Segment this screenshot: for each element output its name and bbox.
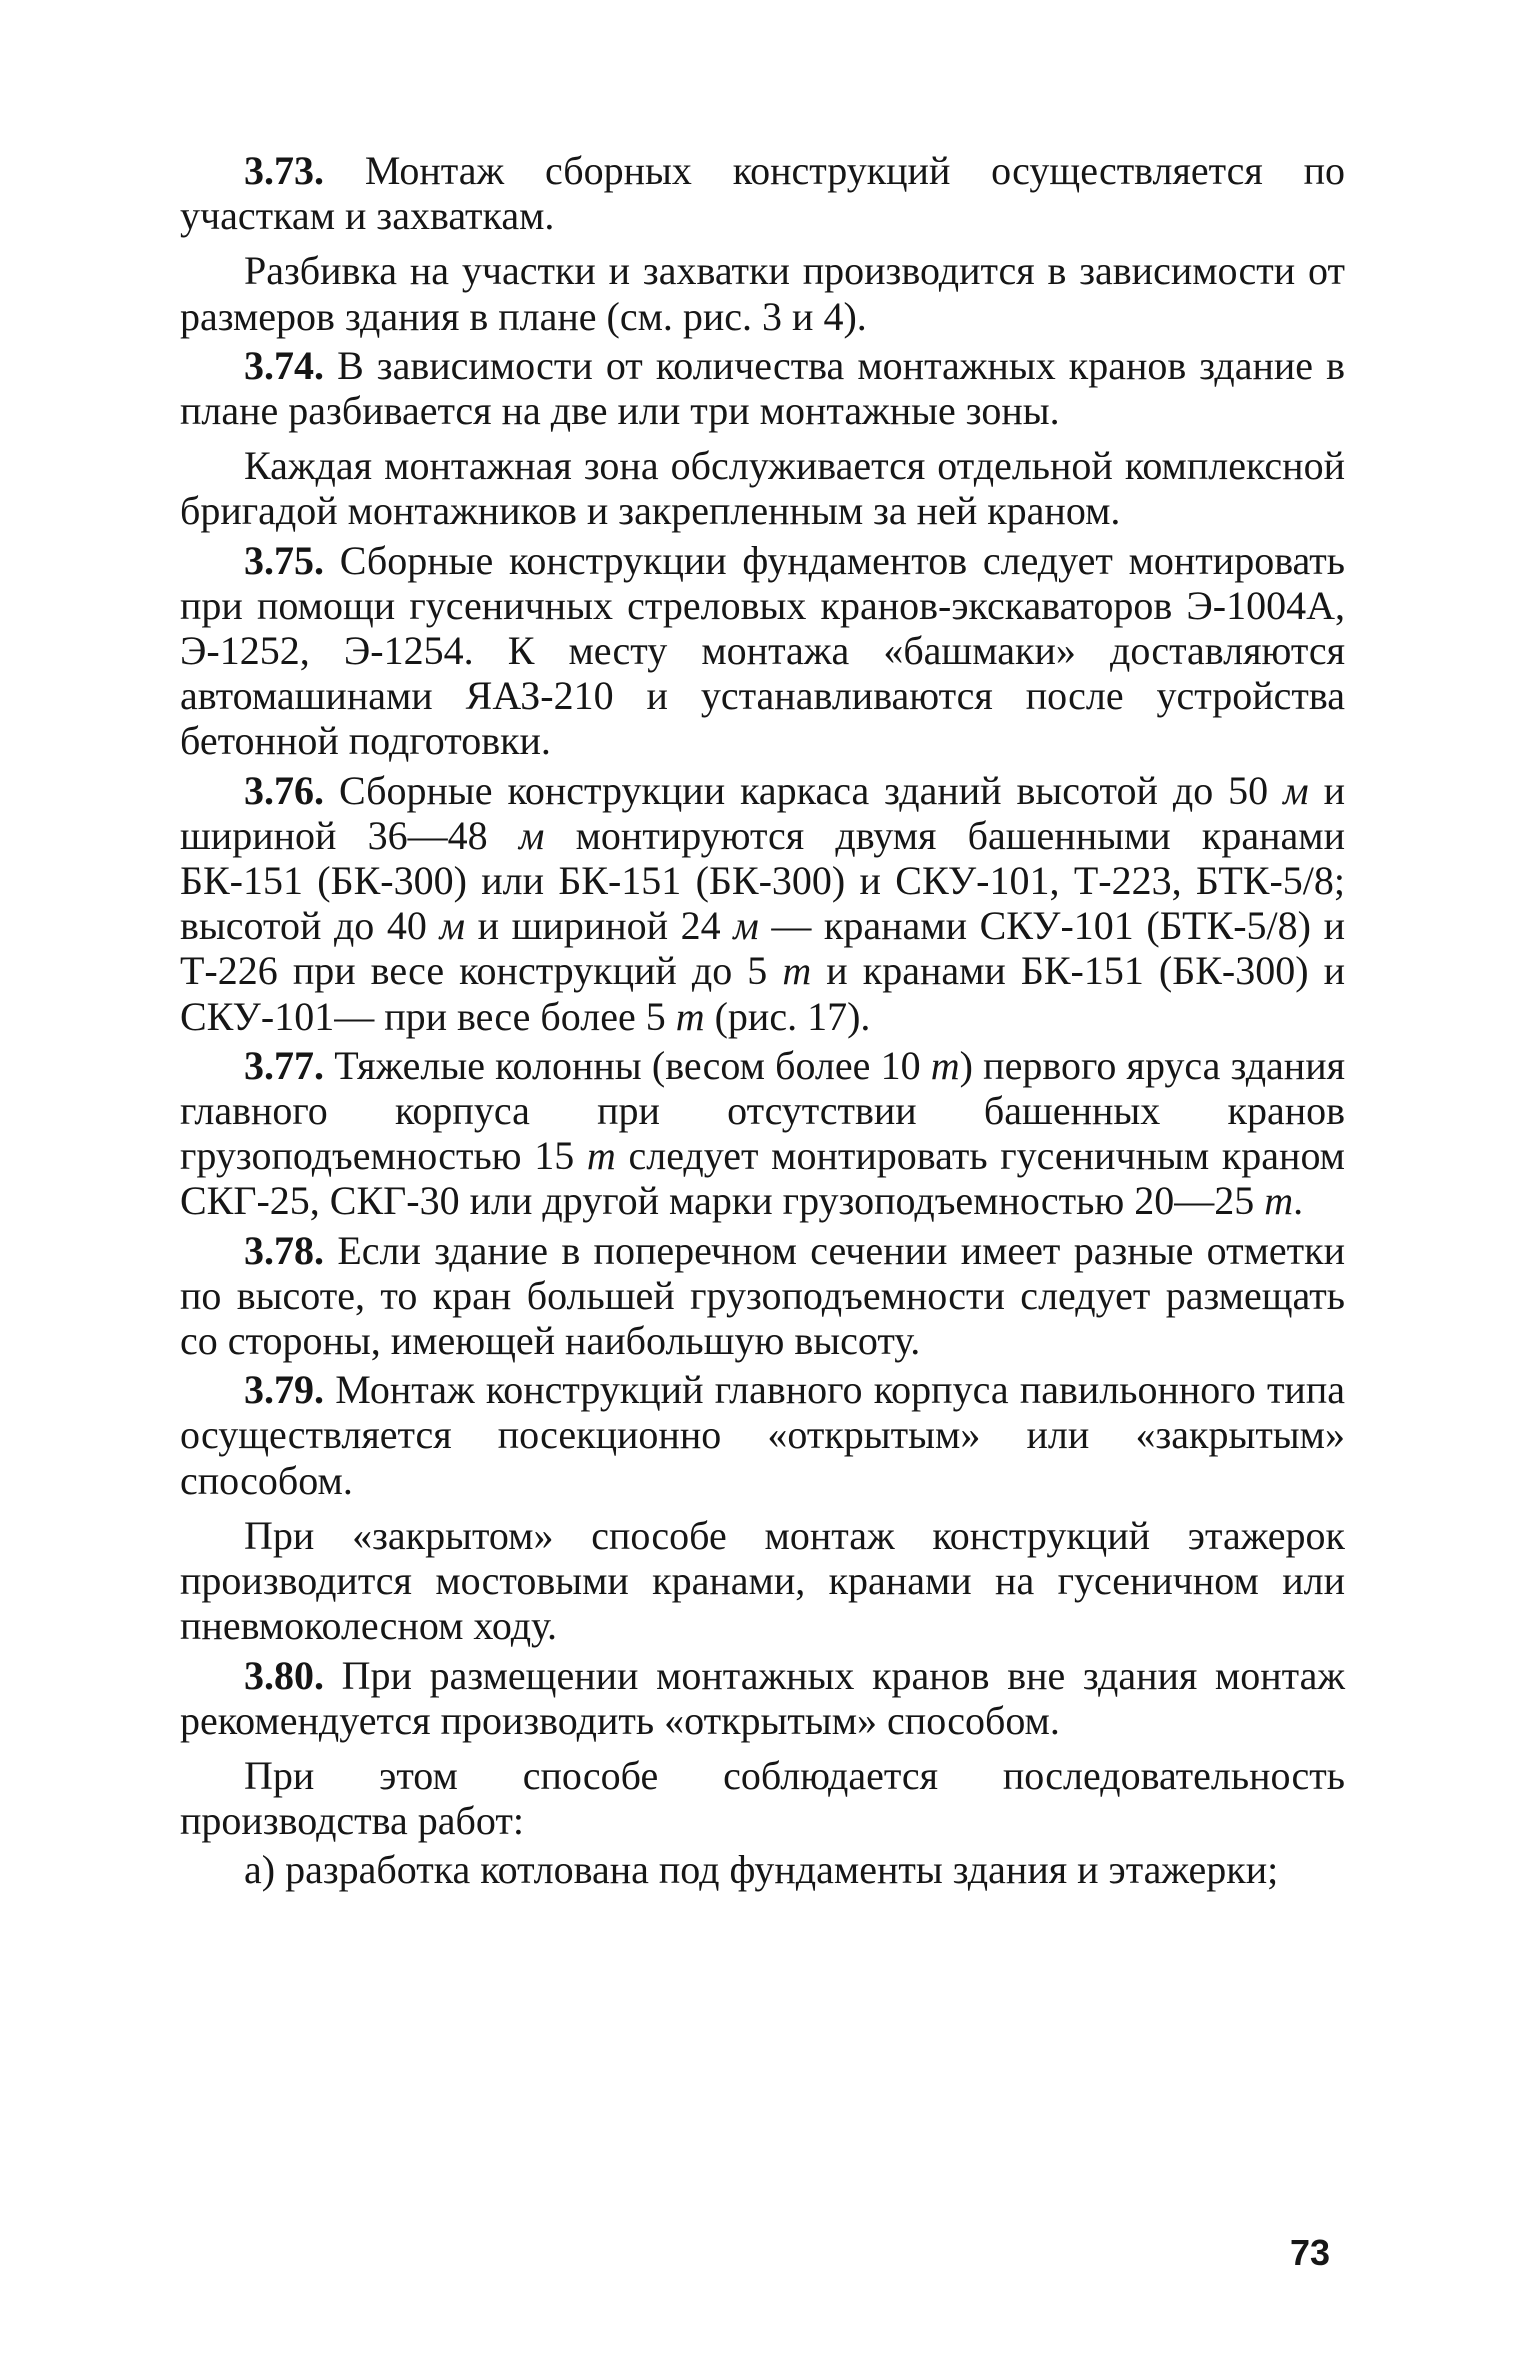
paragraph-text: Сборные конструкции фундаментов следует монтировать при помощи гусеничных стреловых кранов-экскаваторов Э-1004А, Э-1252, Э-1254. К месту монтажа «башмаки» доставляются автомашинами ЯАЗ-210 и устанавливаются после устройства бетонной подготовки.: [180, 537, 1345, 764]
paragraph-text: При «закрытом» способе монтаж конструкций этажерок производится мостовыми кранами, кранами на гусеничном или пневмоколесном ходу.: [180, 1512, 1345, 1649]
unit-meter: м: [733, 903, 759, 949]
clause-number: 3.78.: [244, 1227, 324, 1273]
paragraph-text: Разбивка на участки и захватки производится в зависимости от размеров здания в плане (см. рис. 3 и 4).: [180, 248, 1345, 339]
text-segment: Сборные конструкции каркаса зданий высотой до 50: [338, 767, 1284, 813]
paragraph-text: Если здание в поперечном сечении имеет разные отметки по высоте, то кран большей грузоподъемности следует размещать со стороны, имеющей наибольшую высоту.: [180, 1227, 1345, 1364]
paragraph-3-74: [180, 343, 1345, 433]
paragraph-3-80-cont: [180, 1753, 1345, 1843]
clause-number: 3.80.: [244, 1652, 324, 1698]
paragraph-text: а) разработка котлована под фундаменты здания и этажерки;: [244, 1847, 1279, 1893]
text-segment: Тяжелые колонны (весом более 10: [334, 1042, 931, 1088]
unit-meter: м: [439, 903, 465, 949]
unit-ton: т: [782, 948, 812, 994]
paragraph-3-80: [180, 1653, 1345, 1743]
paragraph-3-73-cont: [180, 248, 1345, 338]
clause-number: 3.74.: [244, 342, 324, 388]
page-number: 73: [1290, 2232, 1331, 2273]
clause-number: 3.73.: [244, 148, 324, 193]
text-segment: и кранами БК-151 (БК-300) и СКУ-101— при весе более 5: [180, 948, 1345, 1039]
unit-meter: м: [1283, 767, 1309, 813]
unit-ton: т: [1264, 1178, 1294, 1224]
paragraph-text: При размещении монтажных кранов вне здания монтаж рекомендуется производить «открытым» способом.: [180, 1652, 1346, 1743]
text-segment: монтируются двумя башенными кранами БК-151 (БК-300) или БК-151 (БК-300) и СКУ-101, Т-223, БТК-5/8; высотой до 40: [180, 812, 1345, 949]
text-segment: и шириной 36—48: [180, 767, 1345, 858]
unit-ton: т: [930, 1042, 960, 1088]
list-item-a: [180, 1847, 1345, 1892]
clause-number: 3.79.: [244, 1367, 324, 1413]
paragraph-3-77: [180, 1043, 1345, 1224]
unit-meter: м: [518, 812, 545, 858]
text-segment: — кранами СКУ-101 (БТК-5/8) и Т-226 при весе конструкций до 5: [180, 903, 1345, 994]
text-segment: .: [1293, 1178, 1304, 1224]
clause-number: 3.77.: [244, 1042, 324, 1088]
paragraph-text: При этом способе соблюдается последовательность производства работ:: [180, 1752, 1345, 1844]
paragraph-3-78: [180, 1228, 1345, 1364]
paragraph-text: Каждая монтажная зона обслуживается отдельной комплексной бригадой монтажников и закрепленным за ней краном.: [180, 443, 1345, 534]
text-segment: (рис. 17).: [704, 993, 871, 1039]
paragraph-3-76: [180, 768, 1345, 1039]
paragraph-text: Монтаж конструкций главного корпуса павильонного типа осуществляется посекционно «открытым» или «закрытым» способом.: [180, 1367, 1346, 1503]
paragraph-3-79-cont: [180, 1513, 1345, 1649]
paragraph-3-79: [180, 1367, 1345, 1503]
clause-number: 3.75.: [244, 537, 324, 583]
text-segment: ) первого яруса здания главного корпуса при отсутствии башенных кранов грузоподъемностью 15: [180, 1042, 1346, 1179]
paragraph-3-75: [180, 538, 1345, 764]
unit-ton: т: [675, 993, 705, 1039]
paragraph-text: Монтаж сборных конструкций осуществляется по участкам и захваткам.: [180, 148, 1346, 239]
page-body: [180, 148, 1345, 1897]
text-segment: следует монтировать гусеничным краном СКГ-25, СКГ-30 или другой марки грузоподъемностью 20—25: [180, 1133, 1345, 1224]
unit-ton: т: [586, 1133, 616, 1179]
paragraph-text: В зависимости от количества монтажных кранов здание в плане разбивается на две или три монтажные зоны.: [180, 342, 1345, 434]
text-segment: и шириной 24: [465, 903, 734, 949]
clause-number: 3.76.: [244, 767, 324, 813]
paragraph-3-73: [180, 148, 1345, 238]
paragraph-3-74-cont: [180, 443, 1345, 533]
